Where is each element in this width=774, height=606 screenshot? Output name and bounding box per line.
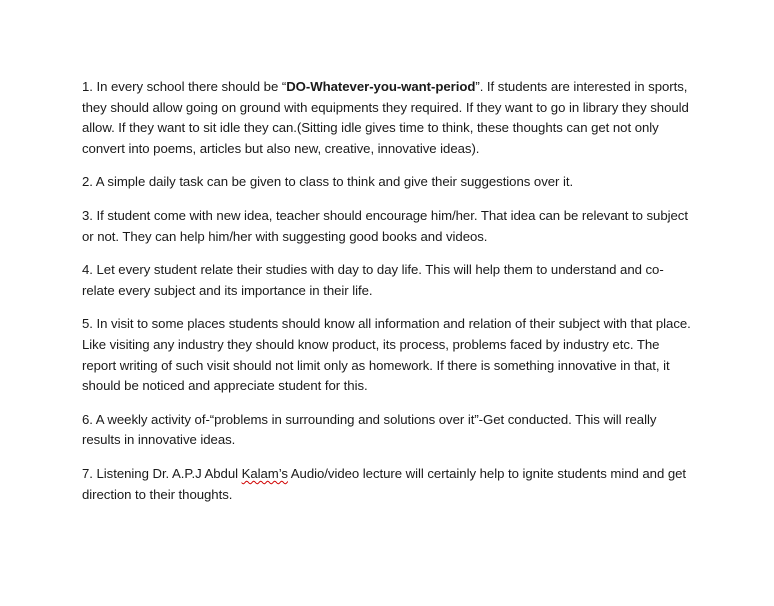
paragraph-2: 2. A simple daily task can be given to class to think and give their suggestions over it.: [82, 174, 574, 190]
paragraph-1-lead: 1. In every school there should be “: [82, 79, 287, 94]
document-body: [82, 77, 692, 518]
paragraph-7-lead: 7. Listening Dr. A.P.J Abdul: [82, 465, 242, 481]
paragraph-7: [82, 464, 692, 505]
spellcheck-flagged-word: Kalam’s: [241, 465, 288, 481]
paragraph-4: 4. Let every student relate their studies with day to day life. This will help them to understand and co-relate every subject and its importance in their life.: [82, 262, 664, 298]
paragraph-7-rest: Audio/video lecture will certainly help to ignite students mind and get direction to their thoughts.: [82, 465, 687, 502]
paragraph-5: 5. In visit to some places students should know all information and relation of their subject with that place. Like visiting any industry they should know product, its process, problems faced by industry etc. The report writing of such visit should not limit only as homework. If there is something innovative in that, it should be noticed and appreciate student for this.: [82, 316, 691, 394]
paragraph-1-rest: ”. If students are interested in sports, they should allow going on ground with equipments they required. If they want to go in library they should allow. If they want to sit idle they can.(Sitting idle gives time to think, these thoughts can get not only convert into poems, articles but also new, creative, innovative ideas).: [82, 79, 689, 156]
paragraph-3: 3. If student come with new idea, teacher should encourage him/her. That idea can be relevant to subject or not. They can help him/her with suggesting good books and videos.: [82, 207, 688, 244]
paragraph-6: 6. A weekly activity of-“problems in surrounding and solutions over it”-Get conducted. This will really results in innovative ideas.: [82, 411, 657, 448]
paragraph-1-bold-phrase: DO-Whatever-you-want-period: [286, 79, 476, 94]
paragraph-1: [82, 77, 692, 159]
